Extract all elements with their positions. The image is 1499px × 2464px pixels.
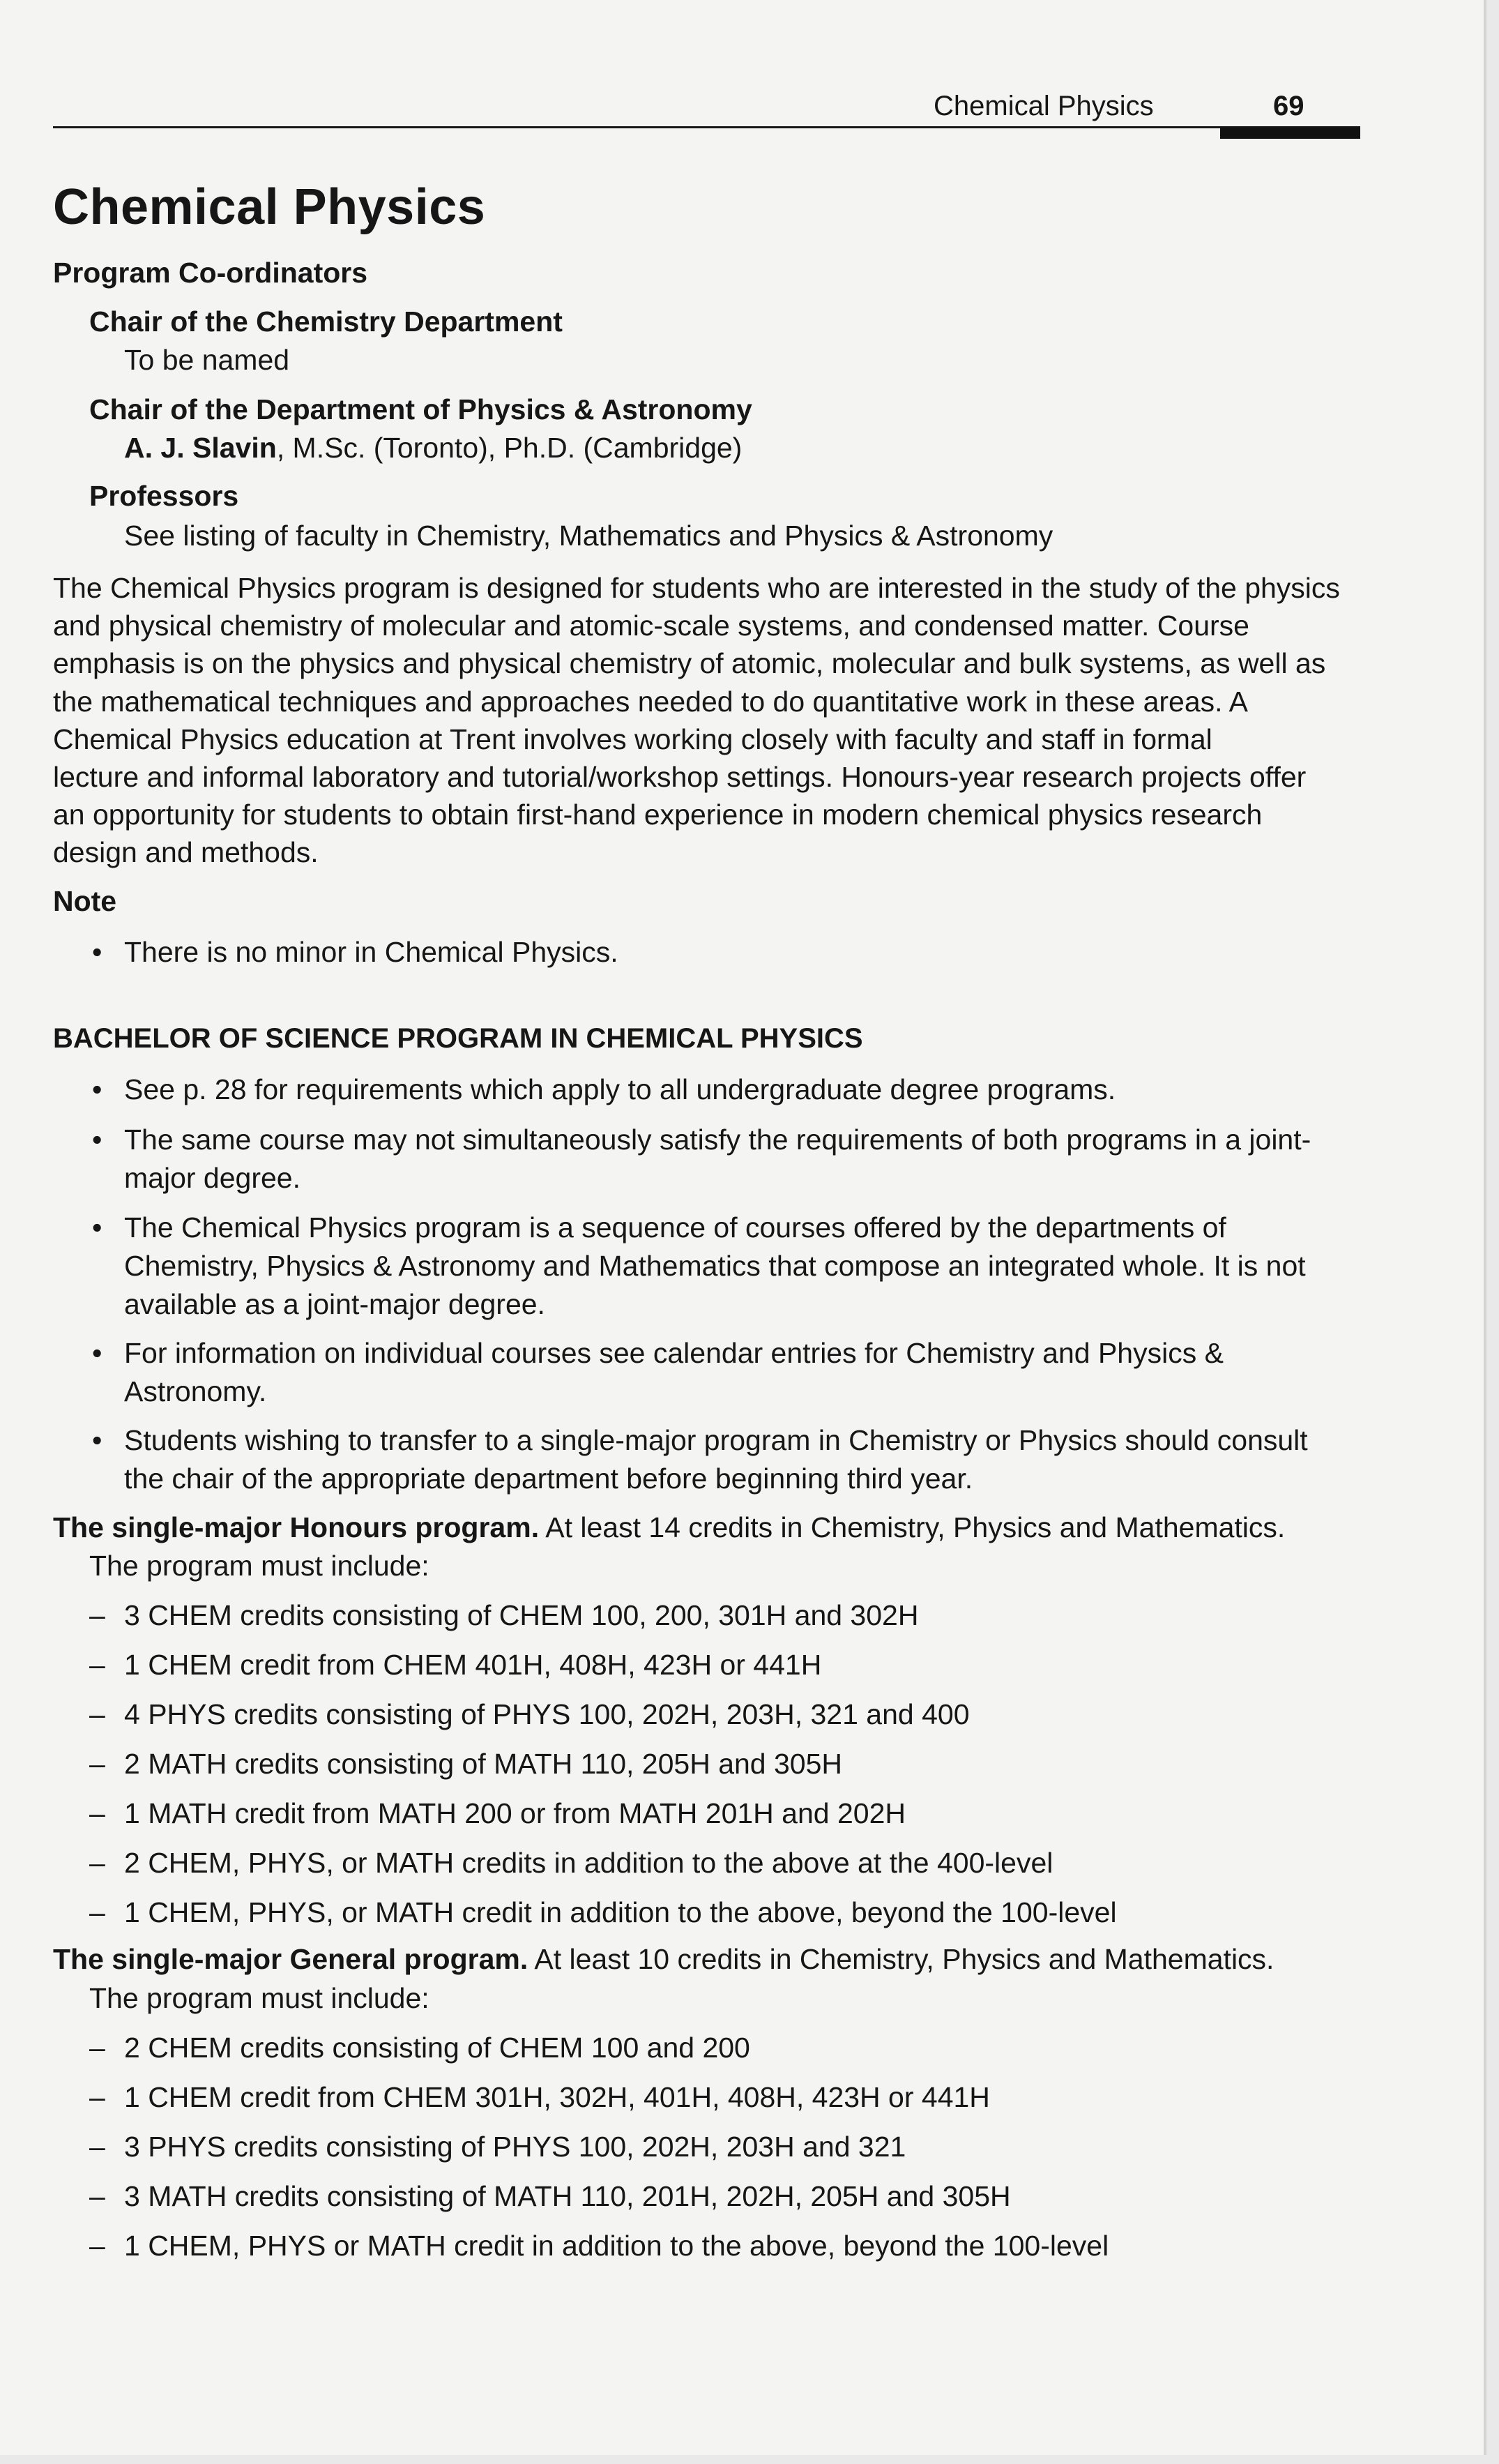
general-lead: The single-major General program. — [53, 1943, 528, 1975]
page-number: 69 — [1273, 91, 1304, 121]
intro-line: the mathematical techniques and approaches needed to do quantitative work in these areas. A — [53, 685, 1249, 718]
bsc-bullet-line: the chair of the appropriate department before beginning third year. — [124, 1462, 973, 1495]
honours-must: The program must include: — [89, 1550, 429, 1582]
intro-line: and physical chemistry of molecular and atomic-scale systems, and condensed matter. Course — [53, 610, 1249, 642]
bullet-mark: • — [92, 936, 102, 968]
general-item-text: 1 CHEM credit from CHEM 301H, 302H, 401H, 408H, 423H or 441H — [124, 2081, 990, 2113]
dash-mark: – — [89, 1748, 105, 1780]
general-item-text: 1 CHEM, PHYS or MATH credit in addition to the above, beyond the 100-level — [124, 2230, 1109, 2262]
coordinators-heading: Program Co-ordinators — [53, 257, 368, 289]
phys-chair-name: A. J. Slavin — [124, 432, 277, 464]
bsc-heading: BACHELOR OF SCIENCE PROGRAM IN CHEMICAL PHYSICS — [53, 1023, 863, 1054]
dash-mark: – — [89, 2180, 105, 2212]
bullet-mark: • — [92, 1337, 102, 1369]
phys-chair-label: Chair of the Department of Physics & Astronomy — [89, 393, 752, 425]
general-item-text: 3 MATH credits consisting of MATH 110, 201H, 202H, 205H and 305H — [124, 2180, 1011, 2212]
bsc-bullet-line: See p. 28 for requirements which apply to all undergraduate degree programs. — [124, 1073, 1116, 1105]
dash-mark: – — [89, 1649, 105, 1681]
honours-item-text: 1 CHEM, PHYS, or MATH credit in addition to the above, beyond the 100-level — [124, 1896, 1117, 1928]
bullet-mark: • — [92, 1424, 102, 1456]
general-must: The program must include: — [89, 1982, 429, 2014]
header-rule — [53, 126, 1360, 128]
dash-mark: – — [89, 1847, 105, 1879]
bsc-bullet-line: The same course may not simultaneously satisfy the requirements of both programs in a joint- — [124, 1124, 1311, 1156]
chem-chair-label: Chair of the Chemistry Department — [89, 305, 563, 338]
bsc-bullet-line: Astronomy. — [124, 1375, 267, 1407]
honours-lead: The single-major Honours program. — [53, 1511, 540, 1543]
intro-line: The Chemical Physics program is designed for students who are interested in the study of the physics — [53, 572, 1340, 604]
bsc-bullet-line: major degree. — [124, 1162, 300, 1194]
bsc-bullet-line: The Chemical Physics program is a sequence of courses offered by the departments of — [124, 1211, 1226, 1244]
phys-chair-degrees: , M.Sc. (Toronto), Ph.D. (Cambridge) — [276, 432, 743, 464]
honours-item-text: 1 CHEM credit from CHEM 401H, 408H, 423H or 441H — [124, 1649, 822, 1681]
bullet-mark: • — [92, 1073, 102, 1105]
intro-line: emphasis is on the physics and physical chemistry of atomic, molecular and bulk systems, as well as — [53, 647, 1326, 680]
dash-mark: – — [89, 1698, 105, 1730]
honours-item-text: 1 MATH credit from MATH 200 or from MATH 201H and 202H — [124, 1797, 906, 1829]
honours-item-text: 2 MATH credits consisting of MATH 110, 205H and 305H — [124, 1748, 843, 1780]
phys-chair-entry — [124, 429, 742, 467]
general-rest: At least 10 credits in Chemistry, Physics and Mathematics. — [528, 1943, 1274, 1975]
bsc-bullet-line: Students wishing to transfer to a single-major program in Chemistry or Physics should consult — [124, 1424, 1308, 1456]
bsc-bullet-line: available as a joint-major degree. — [124, 1288, 545, 1320]
dash-mark: – — [89, 2032, 105, 2064]
dash-mark: – — [89, 1599, 105, 1631]
bullet-mark: • — [92, 1211, 102, 1244]
intro-line: lecture and informal laboratory and tutorial/workshop settings. Honours-year research projects offer — [53, 761, 1307, 794]
general-item-text: 2 CHEM credits consisting of CHEM 100 and 200 — [124, 2032, 750, 2064]
professors-label: Professors — [89, 480, 239, 512]
honours-item-text: 4 PHYS credits consisting of PHYS 100, 202H, 203H, 321 and 400 — [124, 1698, 970, 1730]
dash-mark: – — [89, 2081, 105, 2113]
honours-rest: At least 14 credits in Chemistry, Physics and Mathematics. — [539, 1511, 1286, 1543]
honours-item-text: 2 CHEM, PHYS, or MATH credits in addition to the above at the 400-level — [124, 1847, 1053, 1879]
intro-line: Chemical Physics education at Trent involves working closely with faculty and staff in formal — [53, 723, 1212, 755]
general-item-text: 3 PHYS credits consisting of PHYS 100, 202H, 203H and 321 — [124, 2131, 906, 2163]
running-header-title: Chemical Physics — [934, 91, 1154, 121]
professors-value: See listing of faculty in Chemistry, Mathematics and Physics & Astronomy — [124, 520, 1053, 552]
intro-line: design and methods. — [53, 836, 319, 869]
chem-chair-value: To be named — [124, 344, 290, 376]
bullet-mark: • — [92, 1124, 102, 1156]
honours-intro — [53, 1509, 1285, 1546]
dash-mark: – — [89, 2131, 105, 2163]
honours-item-text: 3 CHEM credits consisting of CHEM 100, 200, 301H and 302H — [124, 1599, 919, 1631]
page-title: Chemical Physics — [53, 179, 486, 235]
intro-line: an opportunity for students to obtain first-hand experience in modern chemical physics research — [53, 799, 1263, 831]
bsc-bullet-line: For information on individual courses see calendar entries for Chemistry and Physics & — [124, 1337, 1224, 1369]
dash-mark: – — [89, 2230, 105, 2262]
note-heading: Note — [53, 885, 117, 917]
intro-paragraph — [53, 569, 1364, 872]
header-tab-bar — [1220, 128, 1360, 139]
note-item-text: There is no minor in Chemical Physics. — [124, 936, 618, 968]
dash-mark: – — [89, 1896, 105, 1928]
general-intro — [53, 1940, 1274, 1978]
dash-mark: – — [89, 1797, 105, 1829]
bsc-bullet-line: Chemistry, Physics & Astronomy and Mathematics that compose an integrated whole. It is not — [124, 1250, 1306, 1282]
